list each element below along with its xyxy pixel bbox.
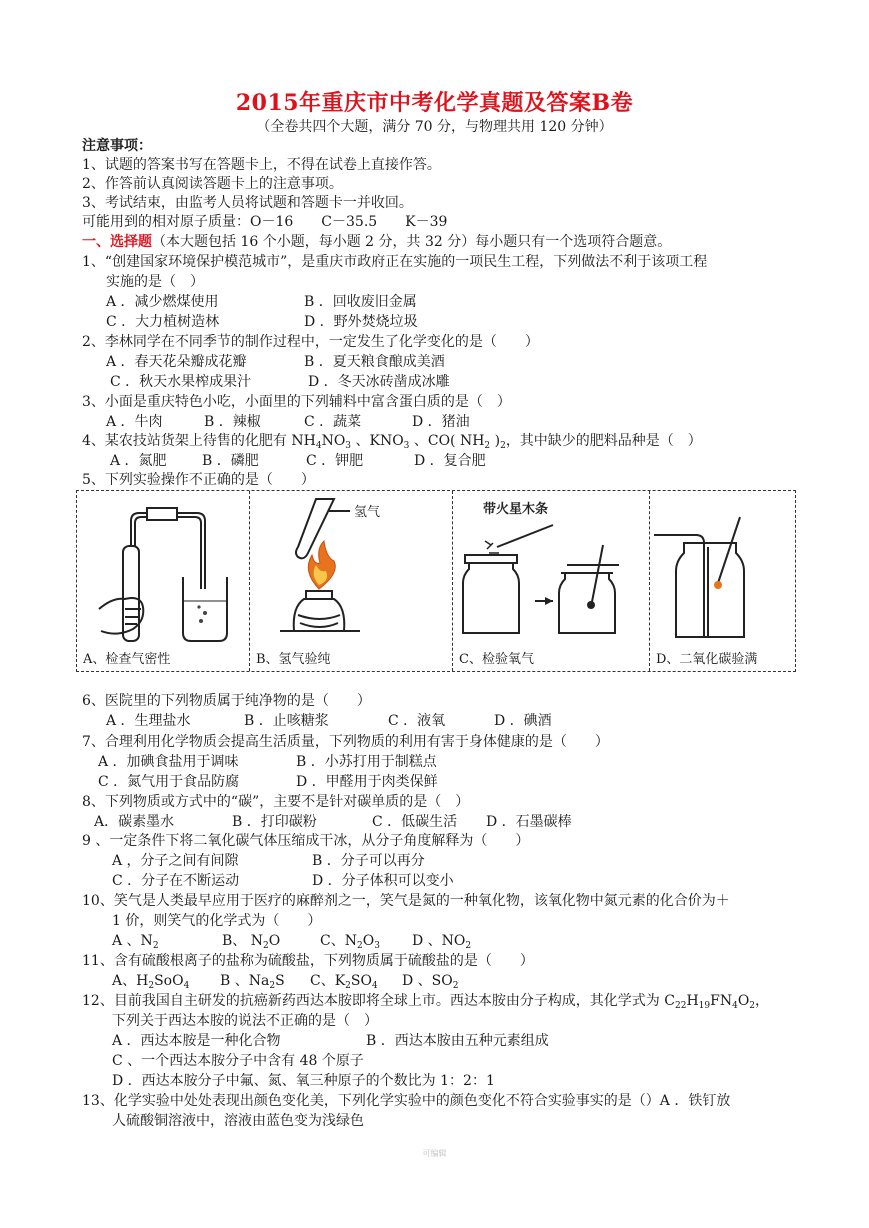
q3-option-c: C ．蔬菜 <box>304 414 362 430</box>
q5-figure-a <box>77 491 250 671</box>
q7-option-c: C ．氮气用于食品防腐 <box>98 774 240 790</box>
q3-option-d: D ．猪油 <box>412 414 470 430</box>
q6-option-b: B ．止咳糖浆 <box>244 713 329 729</box>
q9-option-b: B ．分子可以再分 <box>312 853 425 869</box>
q11-option-d: D 、$SO_2$ <box>402 973 459 991</box>
q5-figure-d <box>650 491 795 671</box>
q12-option-b: B ．西达本胺由五种元素组成 <box>366 1033 549 1049</box>
q5-caption-d: D、二氧化碳验满 <box>656 652 758 667</box>
q7-option-d: D ．甲醛用于肉类保鲜 <box>296 774 438 790</box>
q5-stem: 5、下列实验操作不正确的是（ ） <box>82 472 315 488</box>
q8-option-a: A．碳素墨水 <box>94 814 175 830</box>
q5-caption-c: C、检验氧气 <box>459 652 534 667</box>
q12-stem-line1: 12、目前我国自主研发的抗癌新药西达本胺即将全球上市。西达本胺由分子构成，其化学式为 $C_{22}H_{19}FN_4O_2$， <box>82 993 770 1011</box>
q2-stem: 2、李林同学在不同季节的制作过程中，一定发生了化学变化的是（ ） <box>82 334 539 350</box>
q12-stem-line2: 下列关于西达本胺的说法不正确的是（ ） <box>112 1013 378 1029</box>
q10-option-b: B、 $N_2O$ <box>222 933 281 951</box>
section1-desc: （本大题包括 16 个小题，每小题 2 分，共 32 分）每小题只有一个选项符合题意。 <box>152 234 672 250</box>
atomic-mass-line: 可能用到的相对原子质量：O－16 C－35.5 K－39 <box>82 214 448 230</box>
q1-option-c: C ．大力植树造林 <box>106 314 220 330</box>
q8-option-d: D ．石墨碳棒 <box>486 814 572 830</box>
q2-option-c: C ．秋天水果榨成果汁 <box>110 374 252 390</box>
q7-stem: 7、合理利用化学物质会提高生活质量，下列物质的利用有害于身体健康的是（ ） <box>82 734 609 750</box>
q8-stem: 8、下列物质或方式中的“碳”，主要不是针对碳单质的是（ ） <box>82 794 470 810</box>
q5-figure-b <box>250 491 453 671</box>
q11-stem: 11、含有硫酸根离子的盐称为硫酸盐，下列物质属于硫酸盐的是（ ） <box>82 953 534 969</box>
q3-option-a: A ．牛肉 <box>106 414 163 430</box>
oxygen-test-illustration <box>453 491 649 651</box>
q5-figure-table <box>76 490 796 672</box>
q3-option-b: B ．辣椒 <box>204 414 261 430</box>
page-subtitle: （全卷共四个大题，满分 70 分，与物理共用 120 分钟） <box>256 119 613 135</box>
q11-option-b: B 、$Na_2S$ <box>220 973 285 991</box>
q1-option-b: B ．回收废旧金属 <box>304 294 417 310</box>
q10-option-c: C、$N_2O_3$ <box>320 933 380 951</box>
q1-option-d: D ．野外焚烧垃圾 <box>304 314 418 330</box>
q2-option-a: A ．春天花朵瓣成花瓣 <box>106 354 247 370</box>
q11-option-c: C、$K_2SO_4$ <box>310 973 378 991</box>
section1-heading: 一、选择题 <box>82 234 152 250</box>
notice-heading: 注意事项： <box>82 138 152 154</box>
q4-option-a: A ．氮肥 <box>110 453 167 469</box>
q2-option-d: D ．冬天冰砖凿成冰雕 <box>308 374 450 390</box>
q11-option-a: A、$H_2SoO_4$ <box>112 973 190 991</box>
q1-option-a: A ．减少燃煤使用 <box>106 294 219 310</box>
q8-option-b: B ．打印碳粉 <box>232 814 317 830</box>
q1-stem-line1: 1、“创建国家环境保护模范城市”，是重庆市政府正在实施的一项民生工程，下列做法不利于该项工程 <box>82 254 708 270</box>
airtight-check-illustration <box>77 491 249 651</box>
q12-option-a: A ．西达本胺是一种化合物 <box>112 1033 281 1049</box>
q10-stem-line1: 10、笑气是人类最早应用于医疗的麻醉剂之一，笑气是氮的一种氧化物，该氧化物中氮元素的化合价为＋ <box>82 893 730 909</box>
q5-figure-c <box>453 491 650 671</box>
q10-option-a: A 、$N_2$ <box>112 933 159 951</box>
q4-option-c: C ．钾肥 <box>306 453 364 469</box>
notice-item-3: 3、考试结束，由监考人员将试题和答题卡一并收回。 <box>82 195 413 211</box>
page-title: 2015年重庆市中考化学真题及答案B卷 <box>235 90 634 116</box>
q5-caption-b: B、氢气验纯 <box>256 652 331 667</box>
q9-option-c: C ．分子在不断运动 <box>112 873 240 889</box>
q12-option-d: D ．西达本胺分子中氟、氮、氧三种原子的个数比为 1：2：1 <box>112 1073 495 1089</box>
q10-option-d: D 、$NO_2$ <box>412 933 472 951</box>
q13-stem-line2: 人硫酸铜溶液中，溶液由蓝色变为浅绿色 <box>112 1113 364 1129</box>
hydrogen-purity-illustration <box>250 491 452 651</box>
co2-full-check-illustration <box>650 491 795 651</box>
q1-stem-line2: 实施的是（ ） <box>106 274 204 290</box>
q6-option-c: C ．液氧 <box>388 713 446 729</box>
notice-item-1: 1、试题的答案书写在答题卡上，不得在试卷上直接作答。 <box>82 157 441 173</box>
q4-option-d: D ．复合肥 <box>414 453 486 469</box>
q6-stem: 6、医院里的下列物质属于纯净物的是（ ） <box>82 693 371 709</box>
q13-stem-line1: 13、化学实验中处处表现出颜色变化美，下列化学实验中的颜色变化不符合实验事实的是（）A ．铁钉放 <box>82 1093 731 1109</box>
q5-label-splint: 带火星木条 <box>483 501 549 516</box>
q12-option-c: C 、一个西达本胺分子中含有 48 个原子 <box>112 1053 364 1069</box>
q8-option-c: C ．低碳生活 <box>372 814 458 830</box>
q9-option-d: D ．分子体积可以变小 <box>312 873 454 889</box>
q3-stem: 3、小面是重庆特色小吃，小面里的下列辅料中富含蛋白质的是（ ） <box>82 394 511 410</box>
q2-option-b: B ．夏天粮食酿成美酒 <box>304 354 445 370</box>
q7-option-a: A ．加碘食盐用于调味 <box>98 754 239 770</box>
q9-option-a: A ，分子之间有间隙 <box>112 853 239 869</box>
q6-option-d: D ．碘酒 <box>494 713 552 729</box>
q4-option-b: B ．磷肥 <box>202 453 259 469</box>
section1-line <box>82 233 671 251</box>
q7-option-b: B ．小苏打用于制糕点 <box>296 754 437 770</box>
q5-label-hydrogen: 氢气 <box>354 504 381 519</box>
q6-option-a: A ．生理盐水 <box>106 713 191 729</box>
q4-stem: 4、某农技站货架上待售的化肥有 $NH_4NO_3$ 、$KNO_3$ 、CO( $NH_2$ )$_2$，其中缺少的肥料品种是（ ） <box>82 433 702 451</box>
notice-item-2: 2、作答前认真阅读答题卡上的注意事项。 <box>82 176 343 192</box>
page-footer: 可编辑 <box>422 1149 447 1158</box>
q9-stem: 9 、一定条件下将二氧化碳气体压缩成干冰，从分子角度解释为（ ） <box>82 833 530 849</box>
q10-stem-line2: 1 价，则笑气的化学式为（ ） <box>112 913 322 929</box>
q5-caption-a: A、检查气密性 <box>83 652 171 667</box>
